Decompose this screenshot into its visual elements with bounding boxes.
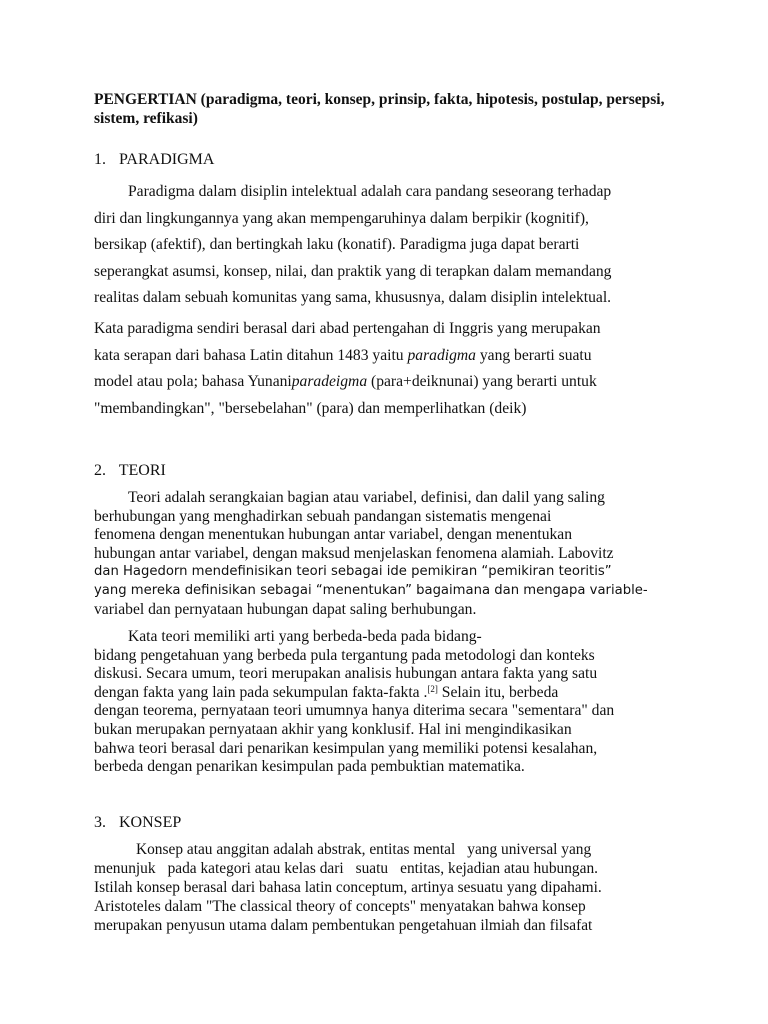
text-line: bukan merupakan pernyataan akhir yang konklusif. Hal ini mengindikasikan xyxy=(94,720,572,738)
section-heading-konsep xyxy=(94,813,181,833)
italic-term: paradeigma xyxy=(291,373,368,390)
italic-term: paradigma xyxy=(407,346,476,364)
text-line: fenomena dengan menentukan hubungan antar variabel, dengan menentukan xyxy=(94,526,573,544)
text-line: realitas dalam sebuah komunitas yang sama, khususnya, dalam disiplin intelektual. xyxy=(94,289,612,306)
text-line: Istilah konsep berasal dari bahasa latin conceptum, artinya sesuatu yang dipahami. xyxy=(94,879,602,896)
text-line: merupakan penyusun utama dalam pembentukan pengetahuan ilmiah dan filsafat xyxy=(94,917,593,934)
text-line: berbeda dengan penarikan kesimpulan pada pembuktian matematika. xyxy=(94,758,525,776)
text-line: bersikap (afektif), dan bertingkah laku (konatif). Paradigma juga dapat berarti xyxy=(94,236,580,253)
text-run: kata serapan dari bahasa Latin ditahun 1483 yaitu xyxy=(94,346,408,364)
text-line: berhubungan yang menghadirkan sebuah pandangan sistematis mengenai xyxy=(94,507,552,525)
text-line xyxy=(94,840,676,859)
text-line: dan Hagedorn mendefinisikan teori sebagai ide pemikiran “pemikiran teoritis” xyxy=(94,564,612,580)
text-line xyxy=(94,343,676,370)
text-line: Teori adalah serangkaian bagian atau variabel, definisi, dan dalil yang saling xyxy=(128,489,605,506)
text-line: Kata paradigma sendiri berasal dari abad pertengahan di Inggris yang merupakan xyxy=(94,320,601,337)
text-line: seperangkat asumsi, konsep, nilai, dan praktik yang di terapkan dalam memandang xyxy=(94,262,612,280)
text-line: Kata teori memiliki arti yang berbeda-beda pada bidang- xyxy=(128,628,482,645)
text-run: suatu xyxy=(355,860,389,877)
section-heading-teori xyxy=(94,461,166,481)
text-line: Paradigma dalam disiplin intelektual adalah cara pandang seseorang terhadap xyxy=(128,183,612,200)
text-line xyxy=(94,684,676,703)
text-run: (para+deiknunai) yang berarti untuk xyxy=(367,373,597,390)
teori-paragraph-1 xyxy=(94,489,676,619)
text-run: menunjuk xyxy=(94,860,156,877)
text-run: dengan fakta yang lain pada sekumpulan fakta-fakta . xyxy=(94,683,428,701)
text-line: diskusi. Secara umum, teori merupakan analisis hubungan antara fakta yang satu xyxy=(94,665,598,683)
text-run: Konsep atau anggitan adalah abstrak, entitas mental xyxy=(136,841,456,858)
section-title: KONSEP xyxy=(119,814,182,831)
text-run: Selain itu, berbeda xyxy=(437,683,559,701)
teori-paragraph-2 xyxy=(94,628,676,777)
text-run: entitas, kejadian atau hubungan. xyxy=(400,860,599,877)
section-number: 1. xyxy=(94,151,106,168)
citation-link[interactable]: [2] xyxy=(427,683,438,694)
text-line xyxy=(94,859,676,878)
text-run: pada kategori atau kelas dari xyxy=(167,860,344,877)
section-number: 2. xyxy=(94,462,106,479)
text-line xyxy=(94,369,676,396)
text-line: dengan teorema, pernyataan teori umumnya hanya diterima secara "sementara" dan xyxy=(94,702,615,720)
text-run: yang universal yang xyxy=(467,841,592,858)
section-heading-paradigma xyxy=(94,150,214,170)
section-title: PARADIGMA xyxy=(119,151,215,168)
text-line: bahwa teori berasal dari penarikan kesimpulan yang memiliki potensi kesalahan, xyxy=(94,739,598,757)
section-number: 3. xyxy=(94,814,106,831)
paradigma-paragraph-1 xyxy=(94,179,676,312)
text-line: diri dan lingkungannya yang akan mempengaruhinya dalam berpikir (kognitif), xyxy=(94,209,589,227)
text-line: yang mereka definisikan sebagai “menentukan” bagaimana dan mengapa variable- xyxy=(94,582,648,598)
document-title: PENGERTIAN (paradigma, teori, konsep, prinsip, fakta, hipotesis, postulap, persepsi, sistem, refikasi) xyxy=(94,91,665,127)
text-line: "membandingkan", "bersebelahan" (para) dan memperlihatkan (deik) xyxy=(94,399,527,417)
konsep-paragraph-1 xyxy=(94,840,676,935)
text-run: yang berarti suatu xyxy=(475,346,592,364)
text-line: variabel dan pernyataan hubungan dapat saling berhubungan. xyxy=(94,600,477,618)
paradigma-paragraph-2 xyxy=(94,316,676,422)
section-title: TEORI xyxy=(118,462,166,479)
text-line: hubungan antar variabel, dengan maksud menjelaskan fenomena alamiah. Labovitz xyxy=(94,544,614,562)
text-line: Aristoteles dalam "The classical theory of concepts" menyatakan bahwa konsep xyxy=(94,898,586,915)
text-run: model atau pola; bahasa Yunani xyxy=(94,373,292,390)
text-line: bidang pengetahuan yang berbeda pula tergantung pada metodologi dan konteks xyxy=(94,646,595,664)
